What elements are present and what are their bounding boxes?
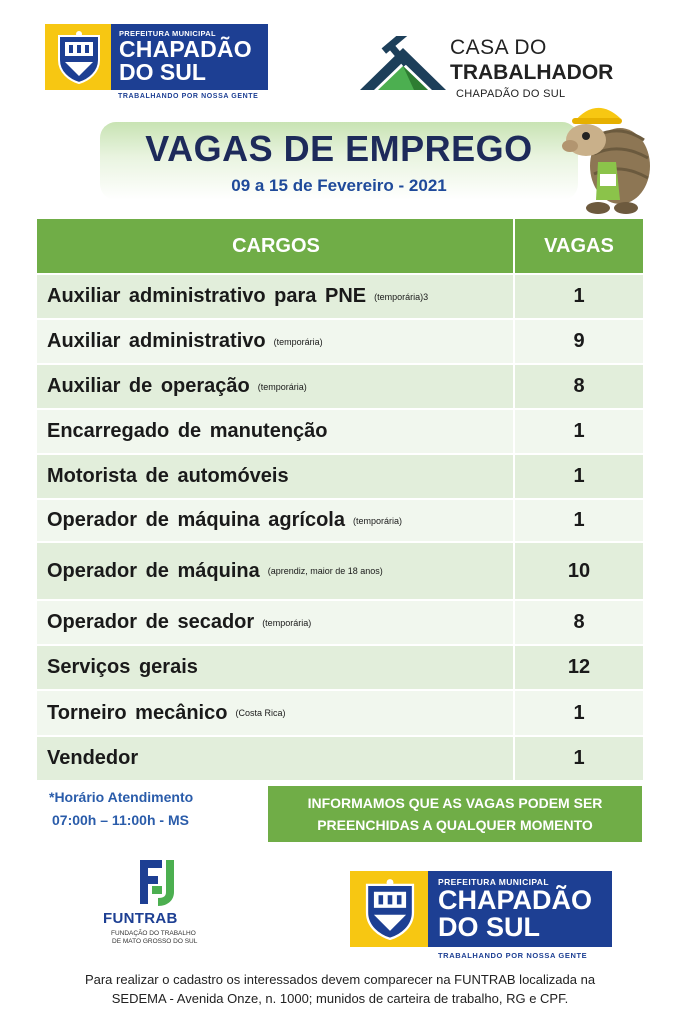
table-row xyxy=(37,543,643,599)
cargo-name: Vendedor xyxy=(47,747,139,769)
vagas-count: 8 xyxy=(515,601,643,644)
prefeitura-small-text: PREFEITURA MUNICIPAL xyxy=(438,877,549,887)
table-row xyxy=(37,500,643,541)
funtrab-subtitle-line1: FUNDAÇÃO DO TRABALHO xyxy=(111,930,196,937)
cargo-note: (temporária) xyxy=(352,515,402,526)
cargo-name: Torneiro mecânico xyxy=(47,701,228,724)
vagas-count: 1 xyxy=(515,275,643,318)
table-row xyxy=(37,691,643,735)
cargo-name: Serviços gerais xyxy=(47,656,198,678)
cargo-note: (temporária) xyxy=(257,381,307,392)
prefeitura-logo-bottom xyxy=(350,871,612,947)
funtrab-name: FUNTRAB xyxy=(103,910,178,927)
vagas-count: 1 xyxy=(515,410,643,453)
cargo-name: Motorista de automóveis xyxy=(47,465,289,487)
prefeitura-logo xyxy=(45,24,268,90)
page-title: VAGAS DE EMPREGO xyxy=(145,128,533,169)
header-cargos: CARGOS xyxy=(232,235,320,257)
prefeitura-small-text: PREFEITURA MUNICIPAL xyxy=(119,29,216,38)
prefeitura-name-line1: CHAPADÃO xyxy=(119,36,252,62)
cargo-note: (aprendiz, maior de 18 anos) xyxy=(267,566,383,576)
cargo-note: (Costa Rica) xyxy=(235,708,286,718)
cargo-name: Auxiliar administrativo para PNE xyxy=(47,285,367,307)
footer-line2: SEDEMA - Avenida Onze, n. 1000; munidos de carteira de trabalho, RG e CPF. xyxy=(111,991,569,1006)
casa-title-line1: CASA DO xyxy=(450,36,547,59)
horario-time: 07:00h – 11:00h - MS xyxy=(52,812,189,828)
table-row xyxy=(37,410,643,453)
table-row xyxy=(37,601,643,644)
footer-line1: Para realizar o cadastro os interessados devem comparecer na FUNTRAB localizada na xyxy=(84,972,596,987)
prefeitura-name-line1: CHAPADÃO xyxy=(438,885,592,915)
table-row xyxy=(37,646,643,689)
notice-line1: INFORMAMOS QUE AS VAGAS PODEM SER xyxy=(307,795,603,811)
cargo-name: Auxiliar de operação xyxy=(47,375,250,397)
title-banner xyxy=(100,122,578,200)
casa-do-trabalhador-logo-icon xyxy=(358,36,448,92)
table-row xyxy=(37,737,643,780)
vagas-count: 9 xyxy=(515,320,643,363)
header-vagas: VAGAS xyxy=(544,235,614,257)
cargo-name: Encarregado de manutenção xyxy=(47,420,328,442)
horario-label: *Horário Atendimento xyxy=(49,789,194,805)
vagas-count: 1 xyxy=(515,691,643,735)
cargo-note: (temporária) xyxy=(273,336,323,347)
city-crest-icon xyxy=(55,30,103,84)
prefeitura-name-line2: DO SUL xyxy=(119,59,206,85)
cargo-note: (temporária)3 xyxy=(374,291,429,302)
notice-box xyxy=(268,786,642,842)
casa-title-line3: CHAPADÃO DO SUL xyxy=(456,88,566,100)
cargo-name: Operador de máquina agrícola xyxy=(47,509,345,531)
notice-line2: PREENCHIDAS A QUALQUER MOMENTO xyxy=(317,817,593,833)
vagas-count: 12 xyxy=(515,646,643,689)
table-row xyxy=(37,320,643,363)
funtrab-logo-icon xyxy=(132,856,182,908)
prefeitura-tagline: TRABALHANDO POR NOSSA GENTE xyxy=(438,951,588,960)
footer-text xyxy=(20,970,660,1008)
armadillo-mascot-icon xyxy=(546,96,656,224)
cargo-name: Operador de secador xyxy=(47,611,255,633)
table-header xyxy=(37,219,643,273)
vagas-count: 1 xyxy=(515,500,643,541)
city-crest-icon xyxy=(362,878,418,940)
date-range: 09 a 15 de Fevereiro - 2021 xyxy=(231,176,447,195)
cargo-name: Auxiliar administrativo xyxy=(47,330,266,352)
table-row xyxy=(37,455,643,498)
table-row xyxy=(37,365,643,408)
cargo-name: Operador de máquina xyxy=(47,559,260,582)
vagas-count: 10 xyxy=(515,543,643,599)
vagas-count: 1 xyxy=(515,737,643,780)
vagas-count: 8 xyxy=(515,365,643,408)
table-row xyxy=(37,275,643,318)
prefeitura-name-line2: DO SUL xyxy=(438,912,541,942)
vagas-count: 1 xyxy=(515,455,643,498)
prefeitura-tagline: TRABALHANDO POR NOSSA GENTE xyxy=(118,93,259,100)
funtrab-subtitle-line2: DE MATO GROSSO DO SUL xyxy=(112,938,198,945)
cargo-note: (temporária) xyxy=(262,617,312,628)
casa-title-line2: TRABALHADOR xyxy=(450,61,614,84)
